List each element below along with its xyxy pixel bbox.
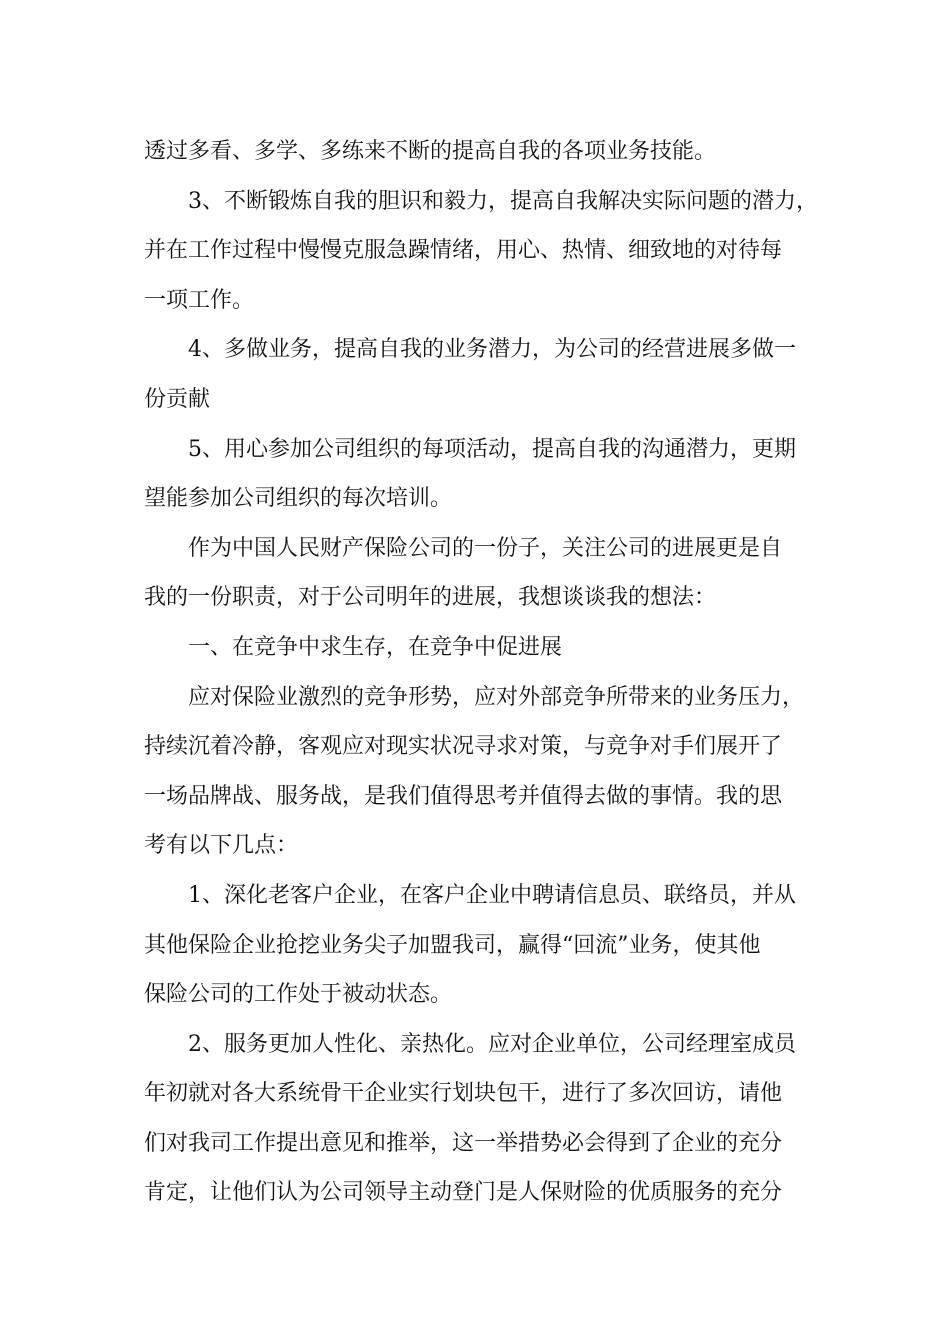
text-line: 其他保险企业抢挖业务尖子加盟我司，赢得“回流”业务，使其他 [144, 932, 761, 958]
text-line: 一场品牌战、服务战，是我们值得思考并值得去做的事情。我的思 [144, 783, 783, 809]
document-body [144, 127, 820, 1218]
text-line: 3、不断锻炼自我的胆识和毅力，提高自我解决实际问题的潜力， [188, 188, 818, 214]
text-line: 并在工作过程中慢慢克服急躁情绪，用心、热情、细致地的对待每 [144, 238, 783, 264]
text-line: 一项工作。 [144, 287, 255, 313]
text-line: 透过多看、多学、多练来不断的提高自我的各项业务技能。 [144, 139, 717, 164]
text-line: 我的一份职责，对于公司明年的进展，我想谈谈我的想法： [144, 585, 717, 611]
text-line: 份贡献 [144, 386, 211, 412]
text-line: 们对我司工作提出意见和推举，这一举措势必会得到了企业的充分 [144, 1130, 783, 1156]
text-line: 保险公司的工作处于被动状态。 [144, 982, 453, 1008]
text-line: 2、服务更加人性化、亲热化。应对企业单位，公司经理室成员 [188, 1031, 796, 1057]
text-line: 肯定，让他们认为公司领导主动登门是人保财险的优质服务的充分 [144, 1180, 783, 1206]
text-line: 考有以下几点： [144, 833, 299, 859]
text-line: 作为中国人民财产保险公司的一份子，关注公司的进展更是自 [188, 535, 783, 561]
text-line: 应对保险业激烈的竞争形势，应对外部竞争所带来的业务压力， [188, 684, 805, 710]
text-line: 4、多做业务，提高自我的业务潜力，为公司的经营进展多做一 [188, 337, 796, 363]
text-line: 1、深化老客户企业，在客户企业中聘请信息员、联络员，并从 [188, 882, 796, 908]
text-line: 持续沉着冷静，客观应对现实状况寻求对策，与竞争对手们展开了 [144, 734, 783, 760]
section-heading: 一、在竞争中求生存，在竞争中促进展 [188, 634, 563, 660]
text-line: 望能参加公司组织的每次培训。 [144, 486, 453, 512]
text-line: 年初就对各大系统骨干企业实行划块包干，进行了多次回访，请他 [144, 1081, 783, 1107]
text-line: 5、用心参加公司组织的每项活动，提高自我的沟通潜力，更期 [188, 436, 796, 462]
